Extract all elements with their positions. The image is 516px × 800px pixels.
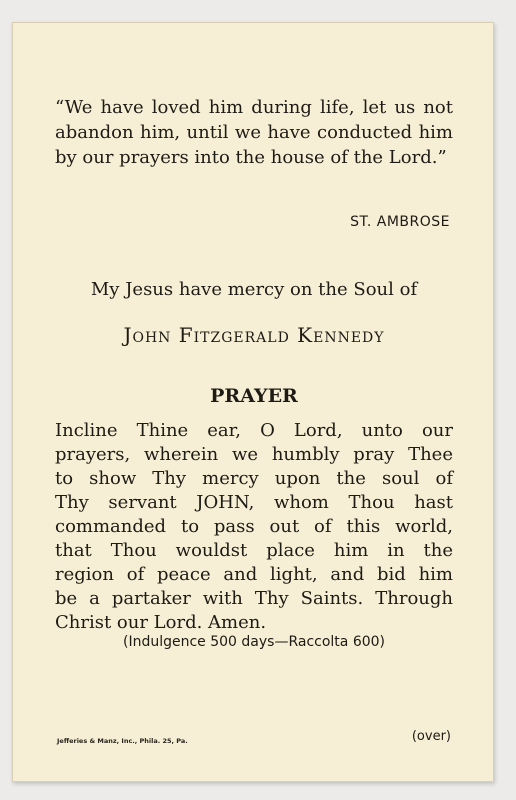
mercy-line: My Jesus have mercy on the Soul of <box>90 279 418 300</box>
printer-credit: Jefferies & Manz, Inc., Phila. 25, Pa. <box>57 737 188 745</box>
prayer-line: commanded to pass out of this world, <box>55 516 453 537</box>
prayer-text <box>55 419 453 635</box>
prayer-line: region of peace and light, and bid him <box>55 564 453 585</box>
quote-text: “We have loved him during life, let us not abandon him, until we have conducted him by our prayers into the house of the Lord.” <box>55 97 453 168</box>
memorial-card <box>12 22 494 782</box>
quote-author: ST. AMBROSE <box>350 214 450 230</box>
prayer-line: be a partaker with Thy Saints. Through <box>55 588 453 609</box>
prayer-line: that Thou wouldst place him in the <box>55 540 453 561</box>
prayer-line: to show Thy mercy upon the soul of <box>55 468 453 489</box>
prayer-line: Incline Thine ear, O Lord, unto our <box>55 420 453 441</box>
prayer-line: prayers, wherein we humbly pray Thee <box>55 444 453 465</box>
prayer-line: Thy servant JOHN, whom Thou hast <box>55 492 453 513</box>
prayer-line: Christ our Lord. Amen. <box>55 612 267 633</box>
deceased-name: John Fitzgerald Kennedy <box>123 323 385 347</box>
prayer-title: PRAYER <box>210 385 298 407</box>
over-note: (over) <box>411 729 451 744</box>
indulgence-note: (Indulgence 500 days—Raccolta 600) <box>122 634 385 650</box>
